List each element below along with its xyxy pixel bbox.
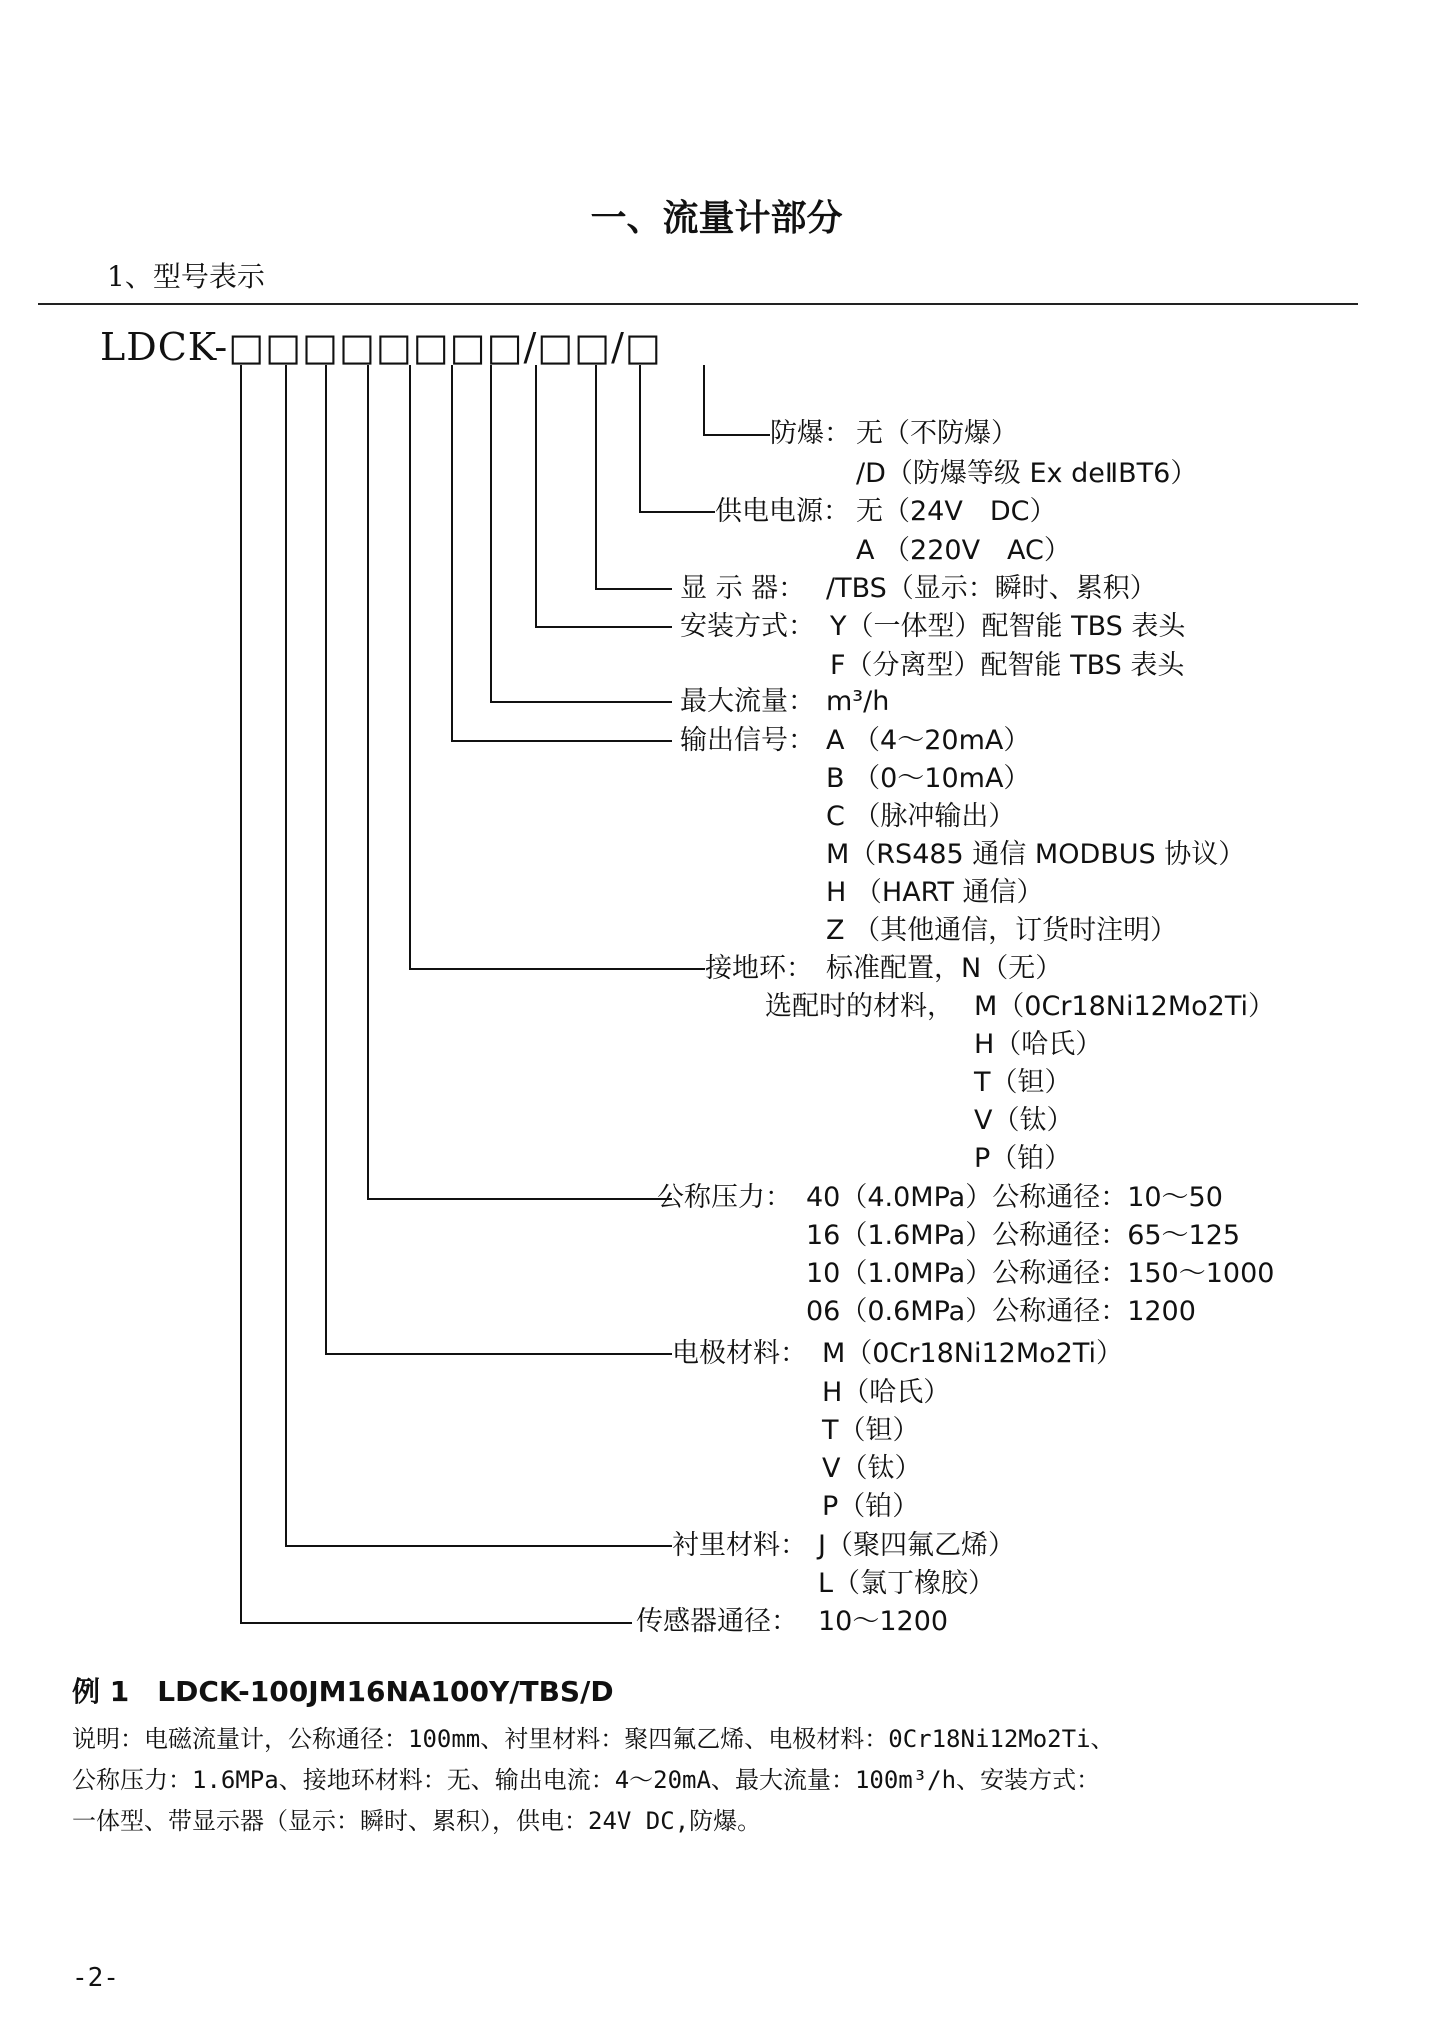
- option-explosion-0: 无（不防爆）: [856, 418, 1018, 449]
- option-lining-0: J（聚四氟乙烯）: [818, 1530, 1015, 1561]
- label-optional-material: 选配时的材料，: [765, 991, 954, 1022]
- option-pressure-0: 40（4.0MPa）公称通径：10～50: [806, 1182, 1223, 1213]
- bracket-ground: [410, 365, 705, 969]
- option-install-0: Y（一体型）配智能 TBS 表头: [830, 611, 1186, 642]
- model-code-prefix: LDCK-: [100, 325, 229, 369]
- label-pressure: 公称压力：: [657, 1182, 792, 1213]
- option-electrode-4: P（铂）: [822, 1491, 920, 1522]
- option-output-3: M（RS485 通信 MODBUS 协议）: [826, 839, 1246, 870]
- label-display: 显 示 器：: [680, 573, 806, 604]
- bracket-diameter: [241, 365, 632, 1623]
- bracket-pressure: [368, 365, 672, 1199]
- option-power-1: A （220V AC）: [856, 535, 1071, 566]
- label-electrode: 电极材料：: [672, 1338, 807, 1369]
- bracket-maxflow: [491, 365, 672, 702]
- page-title: 一、流量计部分: [590, 197, 843, 239]
- section-heading: 1、型号表示: [107, 260, 265, 293]
- option-electrode-2: T（钽）: [822, 1415, 920, 1446]
- option-output-5: Z （其他通信，订货时注明）: [826, 915, 1178, 946]
- example-desc-line-2: 公称压力：1.6MPa、接地环材料：无、输出电流：4～20mA、最大流量：100m³/h、安装方式：: [72, 1766, 1101, 1794]
- option-output-0: A （4～20mA）: [826, 725, 1031, 756]
- option-electrode-1: H（哈氏）: [822, 1377, 951, 1408]
- option-ground-ring-0: 标准配置，N（无）: [826, 953, 1063, 984]
- option-display-0: /TBS（显示：瞬时、累积）: [826, 573, 1157, 604]
- option-install-1: F（分离型）配智能 TBS 表头: [830, 650, 1185, 681]
- option-optional-material-2: T（钽）: [974, 1067, 1072, 1098]
- bracket-lining: [286, 365, 672, 1546]
- bracket-display: [596, 365, 672, 589]
- option-output-1: B （0～10mA）: [826, 763, 1031, 794]
- option-optional-material-1: H（哈氏）: [974, 1029, 1103, 1060]
- label-power: 供电电源：: [715, 496, 850, 527]
- label-sensor-diameter: 传感器通径：: [636, 1606, 798, 1637]
- label-ground-ring: 接地环：: [705, 953, 813, 984]
- option-electrode-3: V（钛）: [822, 1453, 922, 1484]
- option-lining-1: L（氯丁橡胶）: [818, 1568, 996, 1599]
- bracket-install: [536, 365, 672, 627]
- option-maxflow-0: m³/h: [826, 686, 890, 717]
- label-install: 安装方式：: [680, 611, 815, 642]
- option-power-0: 无（24V DC）: [856, 496, 1057, 527]
- page-number: -2-: [72, 1963, 119, 1993]
- option-electrode-0: M（0Cr18Ni12Mo2Ti）: [822, 1338, 1123, 1369]
- model-code-boxes: □□□□□□□□/□□/□: [228, 325, 662, 369]
- option-explosion-1: /D（防爆等级 Ex deⅡBT6）: [856, 458, 1198, 489]
- option-output-2: C （脉冲输出）: [826, 801, 1016, 832]
- example-desc-line-1: 说明：电磁流量计，公称通径：100mm、衬里材料：聚四氟乙烯、电极材料：0Cr18Ni12Mo2Ti、: [72, 1725, 1115, 1753]
- option-optional-material-3: V（钛）: [974, 1105, 1074, 1136]
- label-explosion: 防爆：: [770, 418, 851, 449]
- label-output: 输出信号：: [680, 725, 815, 756]
- option-pressure-3: 06（0.6MPa）公称通径：1200: [806, 1296, 1196, 1327]
- example-heading: 例 1 LDCK-100JM16NA100Y/TBS/D: [72, 1675, 614, 1708]
- option-optional-material-0: M（0Cr18Ni12Mo2Ti）: [974, 991, 1275, 1022]
- option-pressure-1: 16（1.6MPa）公称通径：65～125: [806, 1220, 1241, 1251]
- label-lining: 衬里材料：: [672, 1530, 807, 1561]
- option-pressure-2: 10（1.0MPa）公称通径：150～1000: [806, 1258, 1275, 1289]
- option-sensor-diameter-0: 10～1200: [818, 1606, 949, 1637]
- bracket-explosion: [704, 365, 770, 435]
- label-maxflow: 最大流量：: [680, 686, 815, 717]
- bracket-electrode: [326, 365, 672, 1354]
- example-desc-line-3: 一体型、带显示器（显示：瞬时、累积），供电：24V DC,防爆。: [72, 1807, 762, 1835]
- option-output-4: H （HART 通信）: [826, 877, 1044, 908]
- option-optional-material-4: P（铂）: [974, 1143, 1072, 1174]
